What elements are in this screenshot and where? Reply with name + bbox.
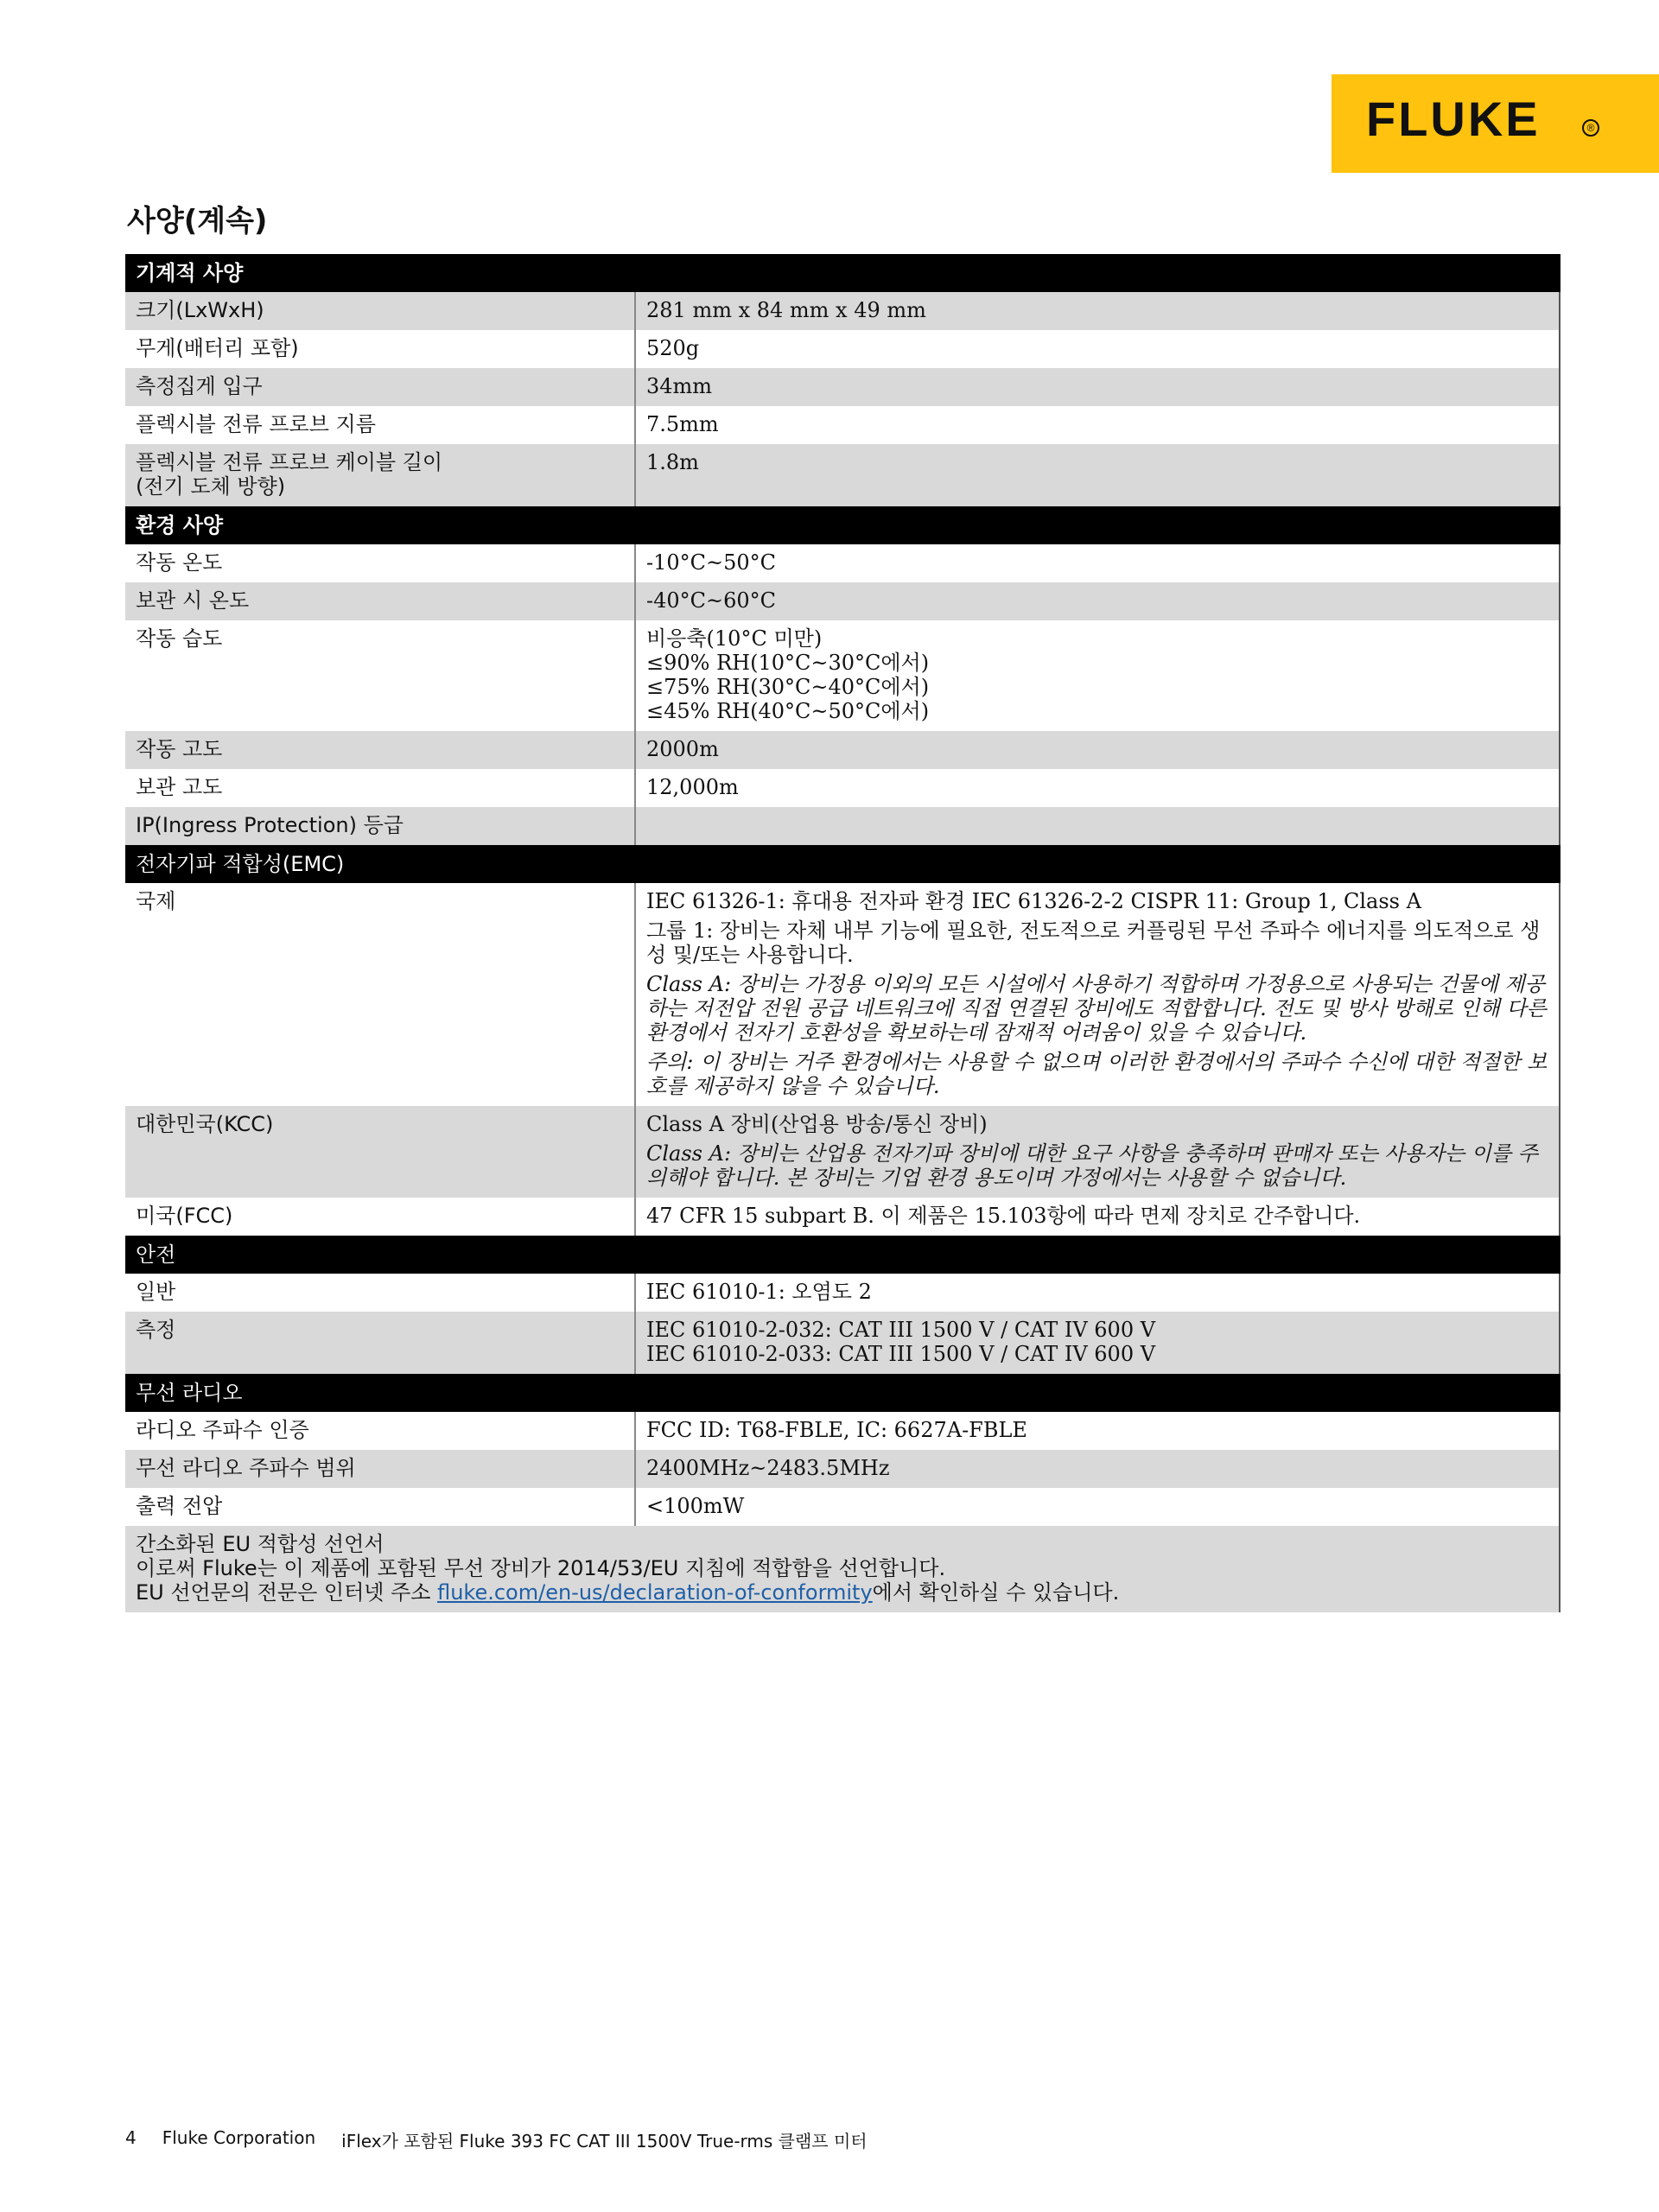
spec-label: 작동 고도 — [125, 731, 635, 769]
spec-value — [635, 883, 1560, 1106]
eu-declaration — [125, 1526, 1560, 1612]
spec-row — [125, 807, 1560, 845]
spec-row — [125, 731, 1560, 769]
spec-row — [125, 1450, 1560, 1488]
spec-value-text: IEC 61010-1: 오염도 2 — [646, 1280, 872, 1304]
spec-row — [125, 368, 1560, 406]
spec-value — [635, 1412, 1560, 1450]
spec-label: 플렉시블 전류 프로브 케이블 길이 (전기 도체 방향) — [125, 444, 635, 506]
footer-page-number: 4 — [125, 2127, 137, 2148]
eu-declaration-row — [125, 1526, 1560, 1612]
spec-label: 플렉시블 전류 프로브 지름 — [125, 406, 635, 444]
spec-value-text: 비응축(10°C 미만) ≤90% RH(10°C~30°C에서) ≤75% RH(30°C~40°C에서) ≤45% RH(40°C~50°C에서) — [646, 626, 930, 723]
spec-value — [635, 1450, 1560, 1488]
spec-value — [635, 1198, 1560, 1236]
spec-row — [125, 1488, 1560, 1526]
spec-row — [125, 1412, 1560, 1450]
fluke-logo — [1332, 74, 1659, 173]
spec-value — [635, 406, 1560, 444]
spec-label: 출력 전압 — [125, 1488, 635, 1526]
section-header-label: 전자기파 적합성(EMC) — [125, 845, 1560, 883]
section-header — [125, 845, 1560, 883]
spec-value-text: FCC ID: T68-FBLE, IC: 6627A-FBLE — [646, 1418, 1027, 1442]
spec-value-text: IEC 61326-1: 휴대용 전자파 환경 IEC 61326-2-2 CISPR 11: Group 1, Class A — [646, 889, 1421, 913]
spec-value-text: 2400MHz~2483.5MHz — [646, 1456, 890, 1480]
spec-value — [635, 1274, 1560, 1312]
registered-mark-icon: ® — [1582, 119, 1599, 137]
page-title: 사양(계속) — [127, 204, 268, 238]
section-header — [125, 1374, 1560, 1412]
spec-value — [635, 582, 1560, 620]
section-header — [125, 254, 1560, 292]
spec-label: IP(Ingress Protection) 등급 — [125, 807, 635, 845]
footer-doc-title: iFlex가 포함된 Fluke 393 FC CAT III 1500V True-rms 클램프 미터 — [341, 2131, 868, 2152]
spec-label: 라디오 주파수 인증 — [125, 1412, 635, 1450]
declaration-prefix: EU 선언문의 전문은 인터넷 주소 — [136, 1580, 438, 1605]
declaration-link[interactable]: fluke.com/en-us/declaration-of-conformity — [437, 1580, 873, 1605]
spec-label: 미국(FCC) — [125, 1198, 635, 1236]
spec-row — [125, 444, 1560, 506]
spec-value — [635, 1312, 1560, 1374]
spec-row — [125, 330, 1560, 368]
section-header-label: 안전 — [125, 1236, 1560, 1274]
spec-row — [125, 544, 1560, 582]
footer-company: Fluke Corporation — [162, 2127, 316, 2148]
spec-value-text: 그룹 1: 장비는 자체 내부 기능에 필요한, 전도적으로 커플링된 무선 주파수 에너지를 의도적으로 생성 및/또는 사용합니다. — [646, 918, 1541, 967]
spec-row — [125, 1274, 1560, 1312]
spec-value-text: IEC 61010-2-032: CAT III 1500 V / CAT IV 600 V IEC 61010-2-033: CAT III 1500 V / CAT IV 600 V — [646, 1318, 1156, 1366]
spec-label: 대한민국(KCC) — [125, 1106, 635, 1198]
spec-value-text: Class A: 장비는 가정용 이외의 모든 시설에서 사용하기 적합하며 가정용으로 사용되는 건물에 제공하는 저전압 전원 공급 네트워크에 직접 연결된 장비에도 적합합니다. 전도 및 방사 방해로 인해 다른 환경에서 전자기 호환성을 확보하는데 잠재적 어려움이 있을 수 있습니다. — [646, 972, 1547, 1045]
spec-value — [635, 292, 1560, 330]
spec-row — [125, 292, 1560, 330]
spec-value-text: 주의: 이 장비는 거주 환경에서는 사용할 수 없으며 이러한 환경에서의 주파수 수신에 대한 적절한 보호를 제공하지 않을 수 있습니다. — [646, 1050, 1548, 1098]
spec-row — [125, 406, 1560, 444]
spec-row — [125, 620, 1560, 731]
spec-label: 일반 — [125, 1274, 635, 1312]
section-header — [125, 1236, 1560, 1274]
spec-value-text: 34mm — [646, 374, 713, 398]
spec-label: 무선 라디오 주파수 범위 — [125, 1450, 635, 1488]
spec-row — [125, 1106, 1560, 1198]
spec-value — [635, 1488, 1560, 1526]
spec-label: 무게(배터리 포함) — [125, 330, 635, 368]
section-header-label: 무선 라디오 — [125, 1374, 1560, 1412]
spec-value-text: 7.5mm — [646, 412, 719, 436]
spec-row — [125, 582, 1560, 620]
section-header-label: 환경 사양 — [125, 506, 1560, 544]
spec-value — [635, 769, 1560, 807]
spec-value-text: 12,000m — [646, 775, 739, 799]
declaration-link-line — [136, 1580, 1548, 1605]
spec-value-text: -10°C~50°C — [646, 550, 777, 575]
spec-value-text: <100mW — [646, 1494, 745, 1518]
spec-value-text: 520g — [646, 336, 700, 360]
declaration-suffix: 에서 확인하실 수 있습니다. — [872, 1580, 1120, 1605]
spec-label: 국제 — [125, 883, 635, 1106]
section-header-label: 기계적 사양 — [125, 254, 1560, 292]
spec-value-text: 1.8m — [646, 450, 699, 474]
spec-label: 측정 — [125, 1312, 635, 1374]
spec-value — [635, 544, 1560, 582]
spec-value — [635, 731, 1560, 769]
spec-value-text: 281 mm x 84 mm x 49 mm — [646, 298, 926, 322]
section-header — [125, 506, 1560, 544]
logo-wordmark: FLUKE — [1366, 92, 1541, 146]
declaration-title: 간소화된 EU 적합성 선언서 — [136, 1532, 385, 1556]
spec-value-text: Class A: 장비는 산업용 전자기파 장비에 대한 요구 사항을 충족하며 판매자 또는 사용자는 이를 주의해야 합니다. 본 장비는 기업 환경 용도이며 가정에서는 사용할 수 없습니다. — [646, 1141, 1538, 1190]
spec-row — [125, 1312, 1560, 1374]
spec-row — [125, 769, 1560, 807]
page-footer — [125, 2127, 893, 2152]
spec-row — [125, 883, 1560, 1106]
spec-label: 보관 고도 — [125, 769, 635, 807]
spec-value — [635, 620, 1560, 731]
spec-row — [125, 1198, 1560, 1236]
spec-value — [635, 444, 1560, 506]
spec-label: 작동 습도 — [125, 620, 635, 731]
spec-label: 작동 온도 — [125, 544, 635, 582]
spec-value-text: -40°C~60°C — [646, 588, 777, 613]
spec-label: 보관 시 온도 — [125, 582, 635, 620]
declaration-text: 이로써 Fluke는 이 제품에 포함된 무선 장비가 2014/53/EU 지침에 적합함을 선언합니다. — [136, 1556, 946, 1580]
spec-value — [635, 368, 1560, 406]
spec-value-text: 2000m — [646, 737, 719, 761]
spec-table — [125, 254, 1560, 1612]
spec-value-text: Class A 장비(산업용 방송/통신 장비) — [646, 1112, 988, 1136]
spec-value-text: 47 CFR 15 subpart B. 이 제품은 15.103항에 따라 면제 장치로 간주합니다. — [646, 1204, 1361, 1228]
spec-label: 측정집게 입구 — [125, 368, 635, 406]
spec-value — [635, 1106, 1560, 1198]
spec-value — [635, 807, 1560, 845]
spec-label: 크기(LxWxH) — [125, 292, 635, 330]
spec-value — [635, 330, 1560, 368]
